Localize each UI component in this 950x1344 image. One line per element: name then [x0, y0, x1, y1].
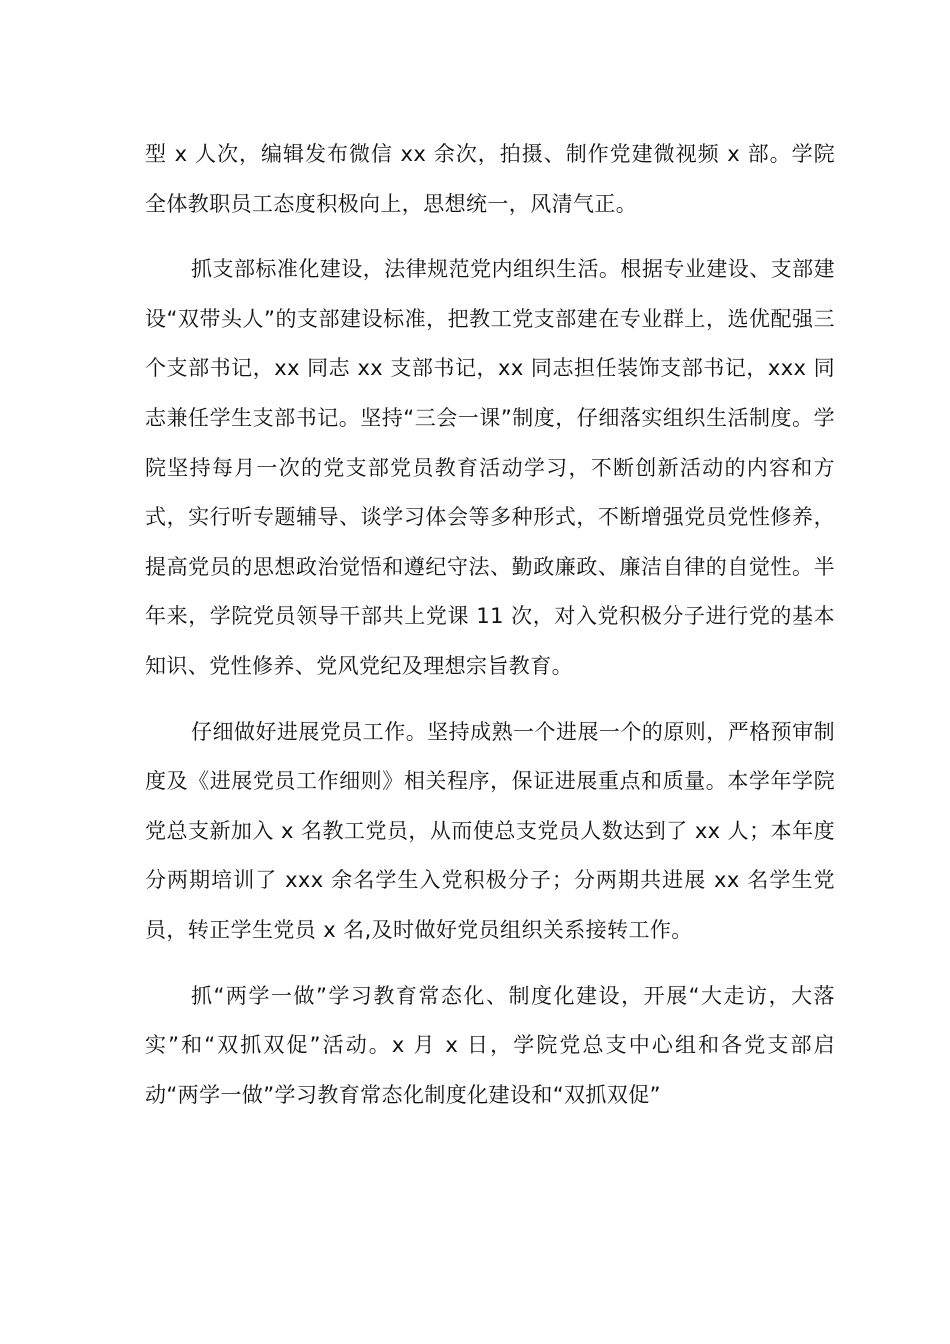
paragraph-4: 抓“两学一做”学习教育常态化、制度化建设，开展“大走访，大落实”和“双抓双促”活动。x 月 x 日，学院党总支中心组和各党支部启动“两学一做”学习教育常态化制度化建设和“双抓双促” — [145, 983, 835, 1107]
document-body — [145, 130, 835, 1120]
paragraph-2: 抓支部标准化建设，法律规范党内组织生活。根据专业建设、支部建设“双带头人”的支部建设标准，把教工党支部建在专业群上，选优配强三个支部书记，xx 同志 xx 支部书记，xx 同志担任装饰支部书记，xxx 同志兼任学生支部书记。坚持“三会一课”制度，仔细落实组织生活制度。学院坚持每月一次的党支部党员教育活动学习，不断创新活动的内容和方式，实行听专题辅导、谈学习体会等多种形式，不断增强党员党性修养，提高党员的思想政治觉悟和遵纪守法、勤政廉政、廉洁自律的自觉性。半年来，学院党员领导干部共上党课 11 次，对入党积极分子进行党的基本知识、党性修养、党风党纪及理想宗旨教育。 — [145, 257, 835, 678]
paragraph-1: 型 x 人次，编辑发布微信 xx 余次，拍摄、制作党建微视频 x 部。学院全体教职员工态度积极向上，思想统一，风清气正。 — [145, 142, 835, 216]
paragraph-3: 仔细做好进展党员工作。坚持成熟一个进展一个的原则，严格预审制度及《进展党员工作细则》相关程序，保证进展重点和质量。本学年学院党总支新加入 x 名教工党员，从而使总支党员人数达到了 xx 人；本年度分两期培训了 xxx 余名学生入党积极分子；分两期共进展 xx 名学生党员，转正学生党员 x 名,及时做好党员组织关系接转工作。 — [145, 719, 835, 942]
